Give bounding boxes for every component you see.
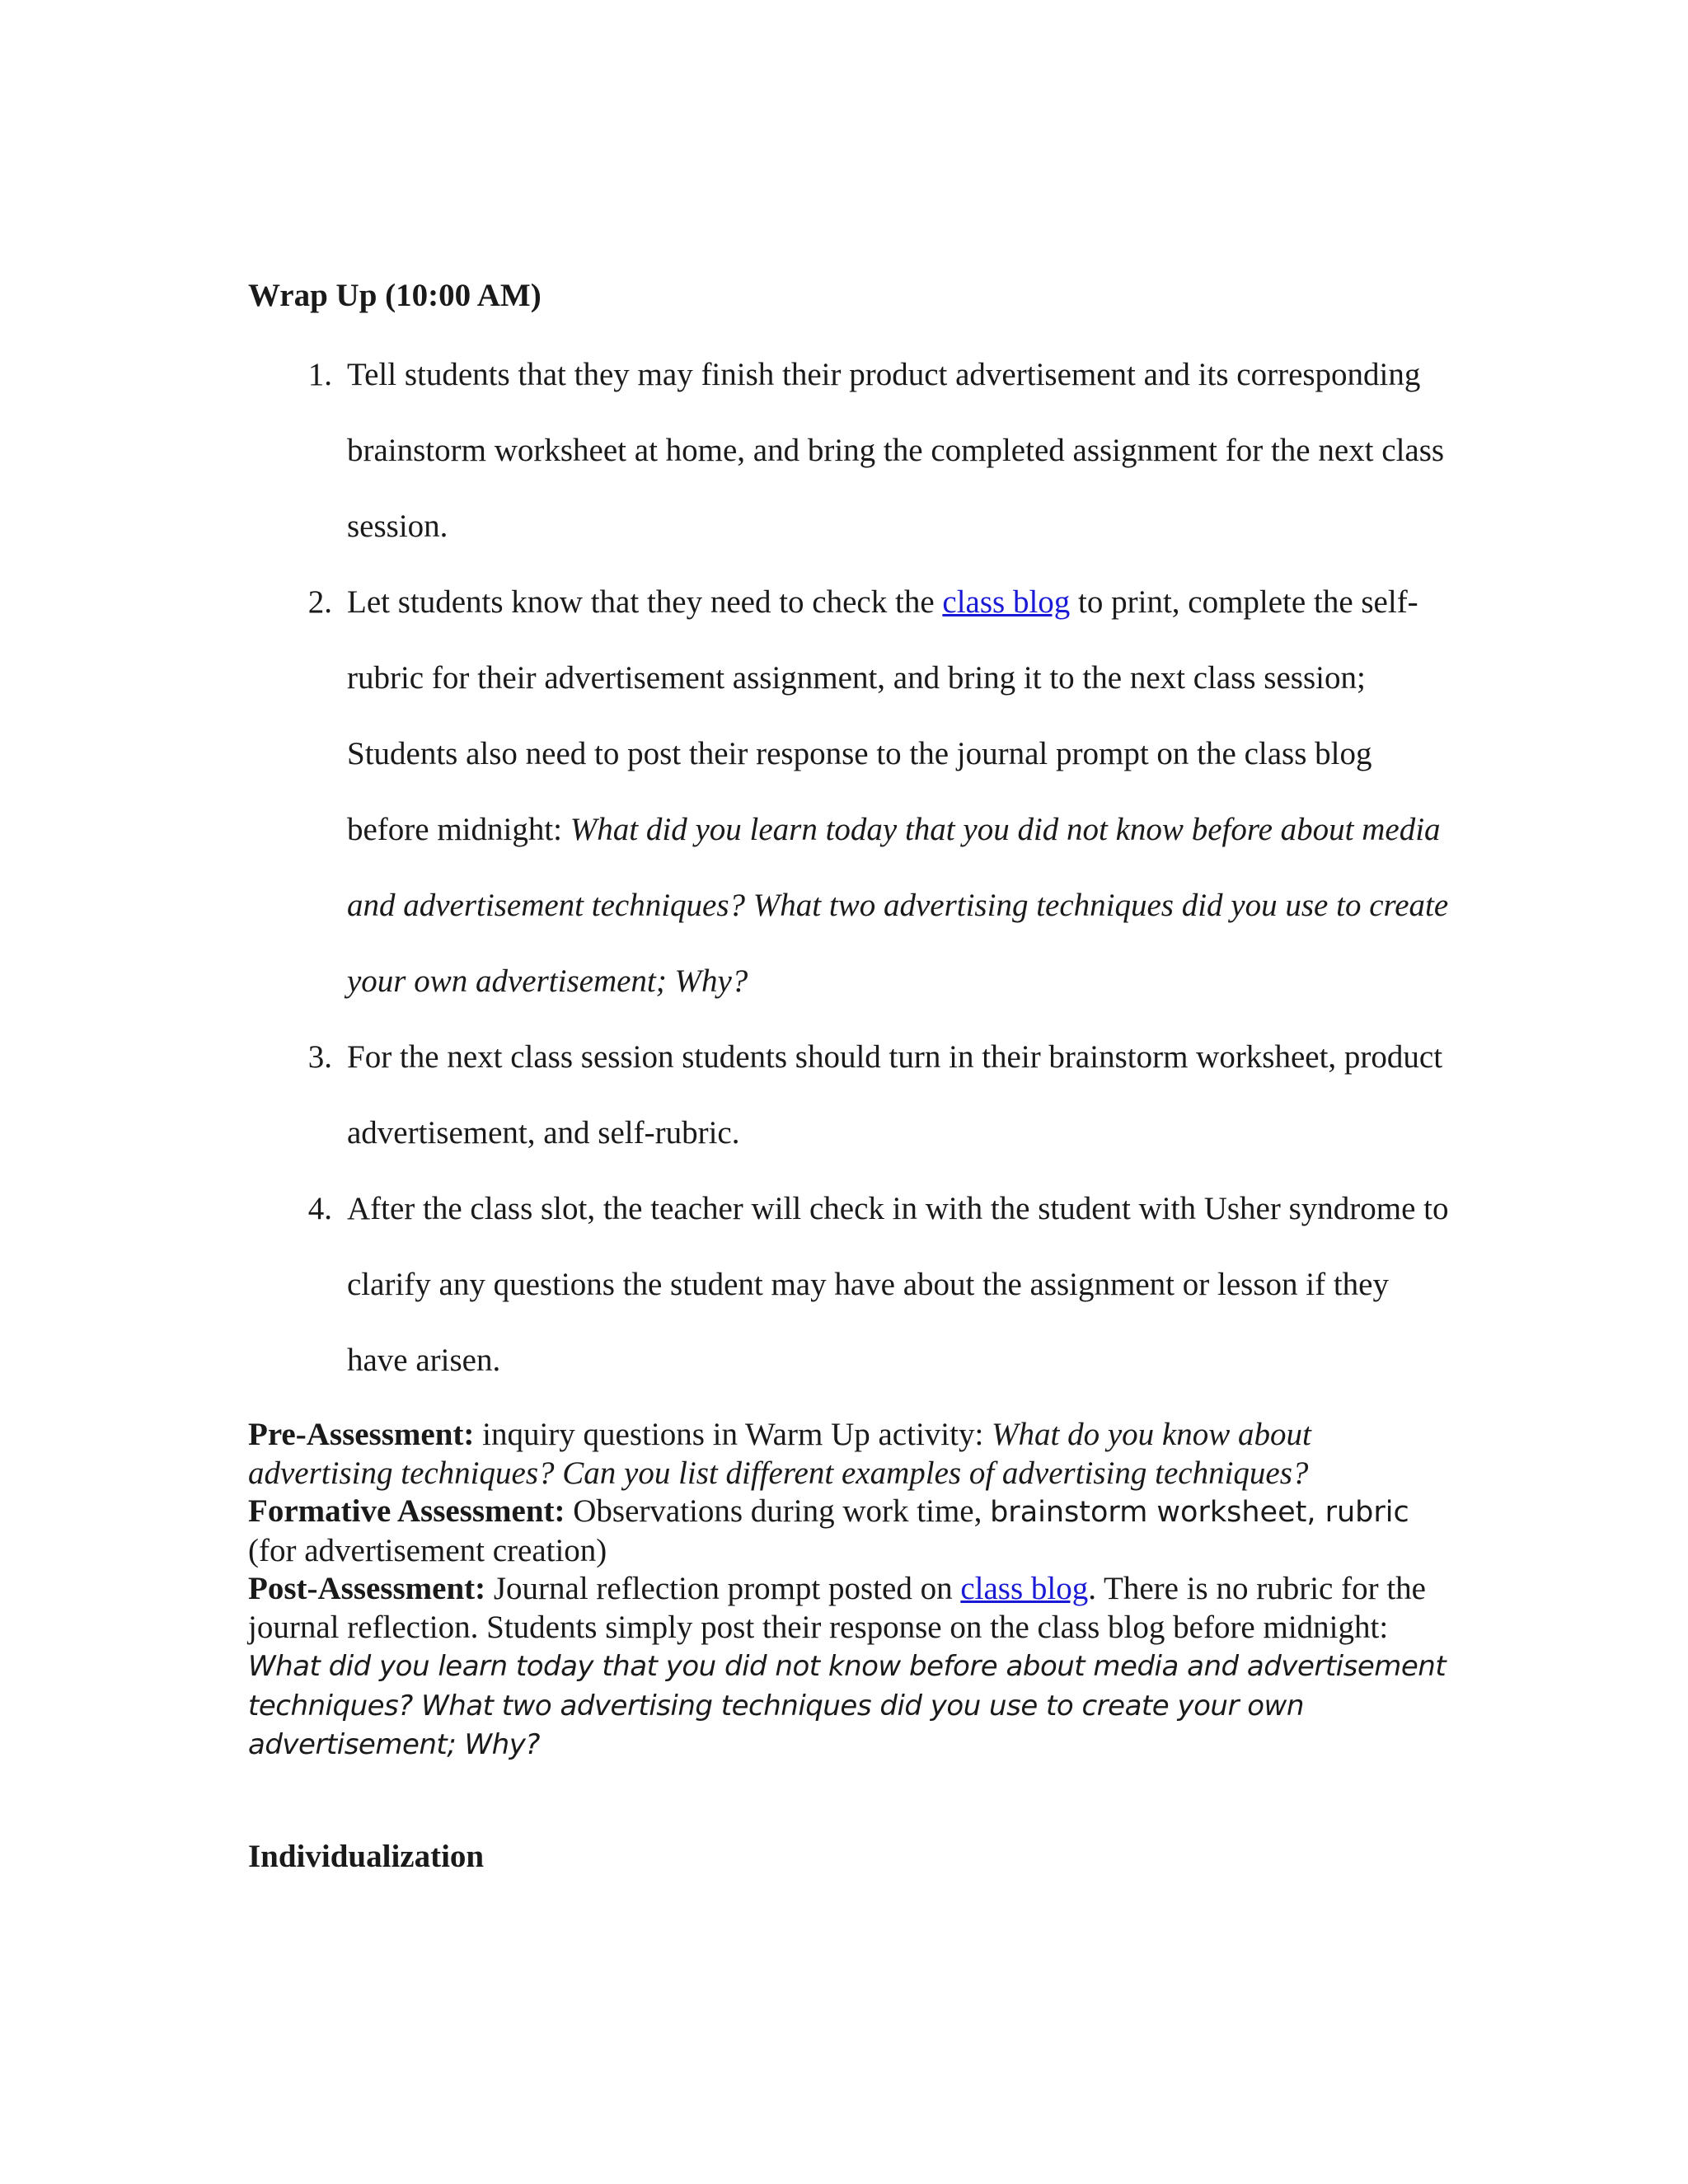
list-item-number: 1.	[307, 357, 332, 392]
list-item-text: After the class slot, the teacher will check in with the student with Usher syndrome to clarify any questions the student may have about the assignment or lesson if they have arisen.	[347, 1191, 1449, 1378]
individualization-heading: Individualization	[248, 1839, 485, 1874]
list-item-text: Let students know that they need to check the	[347, 584, 943, 620]
assessment-section	[248, 1416, 1451, 1765]
post-assessment-text: . There is no rubric for the journal reflection. Students simply post their response on the class blog before midnight:	[248, 1571, 1426, 1645]
post-assessment-label: Post-Assessment:	[248, 1571, 486, 1606]
class-blog-link[interactable]: class blog	[942, 584, 1071, 620]
formative-assessment-text: Observations during work time,	[565, 1493, 991, 1529]
pre-assessment-label: Pre-Assessment:	[248, 1417, 475, 1452]
list-item	[307, 1171, 1451, 1399]
pre-assessment	[248, 1416, 1451, 1493]
list-item-number: 3.	[307, 1039, 332, 1075]
list-item	[307, 337, 1451, 565]
formative-assessment-items: brainstorm worksheet, rubric	[990, 1496, 1409, 1529]
formative-assessment	[248, 1493, 1451, 1570]
list-item-number: 2.	[307, 584, 332, 620]
wrap-up-heading: Wrap Up (10:00 AM)	[248, 278, 542, 313]
list-item-text: Tell students that they may finish their product advertisement and its corresponding brainstorm worksheet at home, and bring the completed assignment for the next class session.	[347, 357, 1445, 544]
journal-prompt: What did you learn today that you did not know before about media and advertisement techniques? What two advertising techniques did you use to create your own advertisement; Why?	[347, 812, 1449, 999]
class-blog-link[interactable]: class blog	[960, 1571, 1089, 1606]
post-assessment	[248, 1570, 1451, 1765]
list-item	[307, 565, 1451, 1019]
list-item-text: For the next class session students should turn in their brainstorm worksheet, product advertisement, and self-rubric.	[347, 1039, 1443, 1151]
wrap-up-list	[307, 337, 1451, 1399]
post-assessment-prompt: What did you learn today that you did not know before about media and advertisement techniques? What two advertising techniques did you use to create your own advertisement; Why?	[248, 1650, 1447, 1761]
pre-assessment-text: inquiry questions in Warm Up activity:	[474, 1417, 992, 1452]
list-item-number: 4.	[307, 1191, 332, 1226]
formative-assessment-label: Formative Assessment:	[248, 1493, 565, 1529]
list-item-text: to print, complete the self-rubric for their advertisement assignment, and bring it to the next class session; Students also need to post their response to the journal prompt on the class blog before midnight:	[347, 584, 1418, 847]
formative-assessment-note: (for advertisement creation)	[248, 1532, 607, 1568]
list-item	[307, 1019, 1451, 1171]
pre-assessment-questions: What do you know about advertising techniques? Can you list different examples of advertising techniques?	[248, 1417, 1311, 1491]
post-assessment-text: Journal reflection prompt posted on	[485, 1571, 961, 1606]
